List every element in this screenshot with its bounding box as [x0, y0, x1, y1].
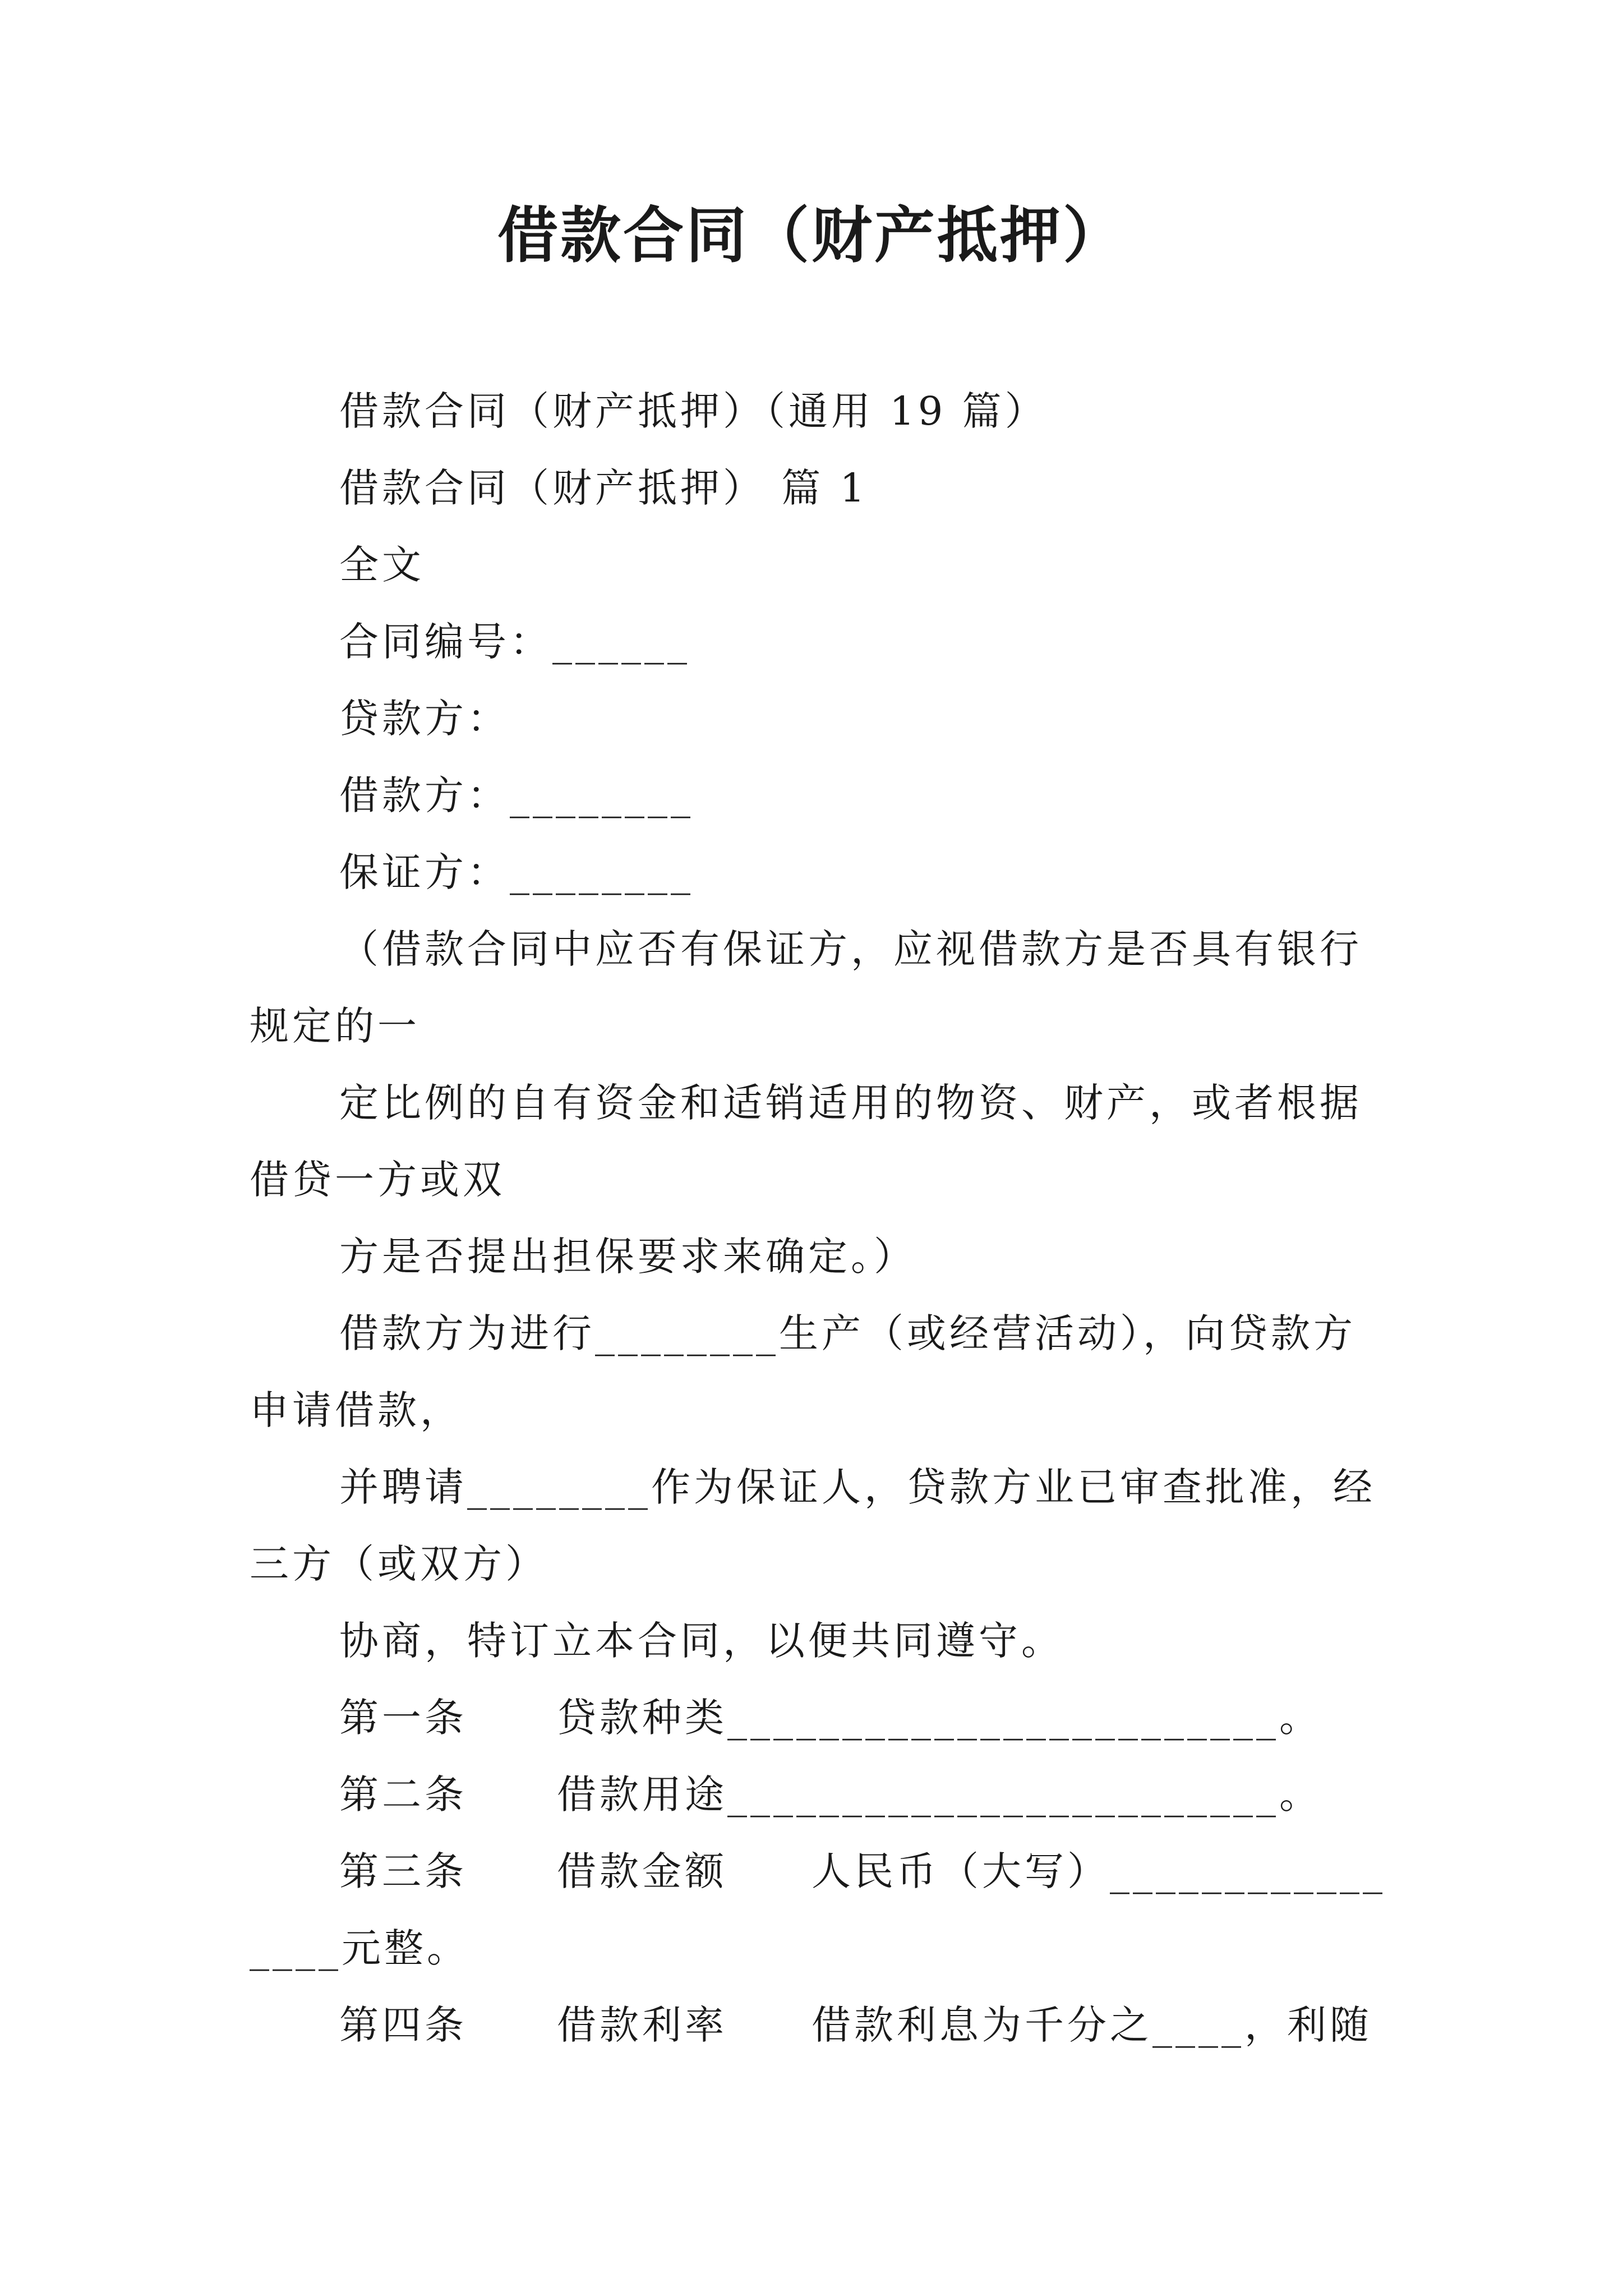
paragraph-line: 规定的一: [250, 1003, 420, 1049]
paragraph-line: 借贷一方或双: [250, 1157, 505, 1203]
article-4: [250, 1987, 1388, 2064]
paragraph-line: 定比例的自有资金和适销适用的物资、财产，或者根据: [339, 1080, 1362, 1126]
article-content: 借款利息为千分之____，利随: [811, 2002, 1372, 2048]
paragraph-line: 申请借款，: [250, 1387, 463, 1433]
article-number: 第二条: [339, 1772, 467, 1818]
fulltext-label: 全文: [339, 542, 425, 588]
article-number: 第四条: [339, 2002, 467, 2048]
guarantor-field: 保证方：________: [339, 849, 694, 895]
contract-number-field: 合同编号：______: [339, 619, 690, 665]
paragraph-line: 并聘请________作为保证人，贷款方业已审查批准，经: [339, 1464, 1376, 1510]
document-title: 借款合同（财产抵押）: [497, 200, 1126, 271]
article-name: 借款金额: [557, 1848, 727, 1894]
article-3: [250, 1833, 1388, 1910]
article-number: 第三条: [339, 1848, 467, 1894]
article-2: [250, 1756, 1388, 1833]
article-name: 借款利率: [557, 2002, 727, 2048]
article-content: ________________________。: [727, 1695, 1322, 1741]
paragraph-line: （借款合同中应否有保证方，应视借款方是否具有银行: [339, 926, 1362, 972]
article-content: ________________________。: [727, 1772, 1322, 1818]
article-1: [250, 1680, 1388, 1756]
paragraph-line: 协商，特订立本合同，以便共同遵守。: [339, 1618, 1064, 1664]
article-number: 第一条: [339, 1695, 467, 1741]
article-content: 人民币（大写）____________: [811, 1848, 1386, 1894]
article-3-continuation: ____元整。: [250, 1925, 469, 1971]
lender-field: 贷款方：: [339, 696, 510, 742]
paragraph-line: 借款方为进行________生产（或经营活动），向贷款方: [339, 1310, 1356, 1356]
section-heading: 借款合同（财产抵押） 篇 1: [339, 465, 869, 511]
article-name: 贷款种类: [557, 1695, 727, 1741]
subtitle-line: 借款合同（财产抵押）（通用 19 篇）: [339, 388, 1048, 434]
paragraph-line: 三方（或双方）: [250, 1541, 548, 1587]
document-body: [250, 373, 1388, 2064]
article-name: 借款用途: [557, 1772, 727, 1818]
borrower-field: 借款方：________: [339, 772, 694, 818]
paragraph-line: 方是否提出担保要求来确定。）: [339, 1234, 916, 1280]
